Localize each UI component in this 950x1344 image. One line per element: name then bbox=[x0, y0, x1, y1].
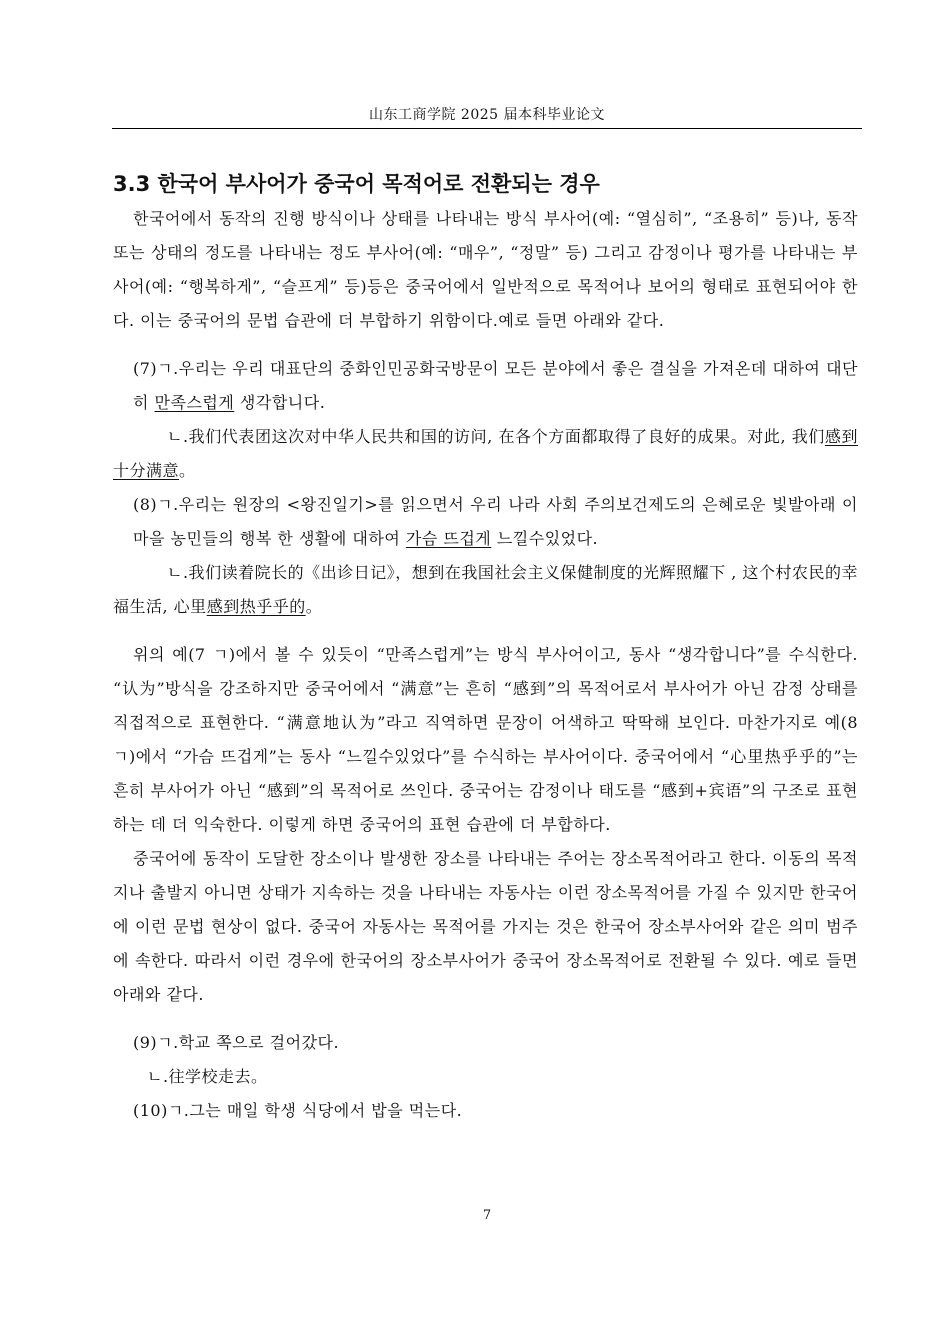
example-8b bbox=[113, 556, 858, 624]
example-7b-tail: 。 bbox=[179, 461, 196, 480]
example-7b bbox=[113, 420, 858, 488]
paragraph-1: 한국어에서 동작의 진행 방식이나 상태를 나타내는 방식 부사어(예: “열심히”, “조용히” 등)나, 동작 또는 상태의 정도를 나타내는 정도 부사어(예: “매우”, “정말” 등) 그리고 감정이나 평가를 나타내는 부사어(예: “행복하게”, “슬프게” 등)등은 중국어에서 일반적으로 목적어나 보어의 형태로 표현되어야 한다. 이는 중국어의 문법 습관에 더 부합하기 위함이다.예로 들면 아래와 같다. bbox=[113, 209, 858, 330]
example-8a-text: (8)ㄱ.우리는 원장의 <왕진일기>를 읽으면서 우리 나라 사회 주의보건제도의 은혜로운 빛발아래 이 마을 농민들의 행복 한 생활에 대하여 bbox=[133, 495, 858, 548]
paragraph-2: 위의 예(7 ㄱ)에서 볼 수 있듯이 “만족스럽게”는 방식 부사어이고, 동사 “생각합니다”를 수식한다. “认为”방식을 강조하지만 중국어에서 “满意”는 흔히 “感到”의 목적어로서 부사어가 아닌 감정 상태를 직접적으로 표현한다. “满意地认为”라고 직역하면 문장이 어색하고 딱딱해 보인다. 마찬가지로 예(8 ㄱ)에서 “가슴 뜨겁게”는 동사 “느낄수있었다”를 수식하는 부사어이다. 중국어에서 “心里热乎乎的”는 흔히 부사어가 아닌 “感到”의 목적어로 쓰인다. 중국어는 감정이나 태도를 “感到+宾语”의 구조로 표현하는 데 더 익숙한다. 이렇게 하면 중국어의 표현 습관에 더 부합하다. bbox=[113, 645, 858, 834]
spacer bbox=[113, 338, 858, 352]
example-7a-underlined: 만족스럽게 bbox=[154, 393, 235, 412]
example-8a-tail: 느낄수있었다. bbox=[491, 529, 599, 548]
body-text bbox=[113, 202, 858, 1128]
example-7a bbox=[113, 352, 858, 420]
paragraph-3: 중국어에 동작이 도달한 장소이나 발생한 장소를 나타내는 주어는 장소목적어라고 한다. 이동의 목적지나 출발지 아니면 상태가 지속하는 것을 나타내는 자동사는 이런 장소목적어를 가질 수 있지만 한국어에 이런 문법 현상이 없다. 중국어 자동사는 목적어를 가지는 것은 한국어 장소부사어와 같은 의미 범주에 속한다. 따라서 이런 경우에 한국어의 장소부사어가 중국어 장소목적어로 전환될 수 있다. 예로 들면 아래와 같다. bbox=[113, 849, 858, 1004]
example-7a-tail: 생각합니다. bbox=[234, 393, 326, 412]
example-8b-underlined: 感到热乎乎的 bbox=[206, 597, 306, 616]
header-rule bbox=[112, 128, 862, 129]
example-8a-underlined: 가슴 뜨겁게 bbox=[405, 529, 492, 548]
running-header: 山东工商学院 2025 届本科毕业论文 bbox=[368, 107, 606, 123]
example-10a: (10)ㄱ.그는 매일 학생 식당에서 밥을 먹는다. bbox=[133, 1101, 463, 1120]
example-8b-text: ㄴ.我们读着院长的《出诊日记》，想到在我国社会主义保健制度的光辉照耀下 , 这个村农民的幸福生活, 心里 bbox=[113, 563, 858, 616]
section-title: 3.3 한국어 부사어가 중국어 목적어로 전환되는 경우 bbox=[113, 172, 600, 196]
example-9b: ㄴ.往学校走去。 bbox=[147, 1067, 268, 1086]
spacer bbox=[113, 1012, 858, 1026]
example-9a: (9)ㄱ.학교 쪽으로 걸어갔다. bbox=[133, 1033, 340, 1052]
example-8b-tail: 。 bbox=[305, 597, 323, 616]
spacer bbox=[113, 624, 858, 638]
example-7a-text: (7)ㄱ.우리는 우리 대표단의 중화인민공화국방문이 모든 분야에서 좋은 결실을 가져온데 대하여 대단히 bbox=[133, 359, 858, 412]
page-number: 7 bbox=[482, 1208, 492, 1223]
example-8a bbox=[113, 488, 858, 556]
example-7b-underlined: 感到十分满意 bbox=[113, 427, 858, 480]
example-7b-text: ㄴ.我们代表团这次对中华人民共和国的访问, 在各个方面都取得了良好的成果。对此, 我们 bbox=[167, 427, 825, 446]
